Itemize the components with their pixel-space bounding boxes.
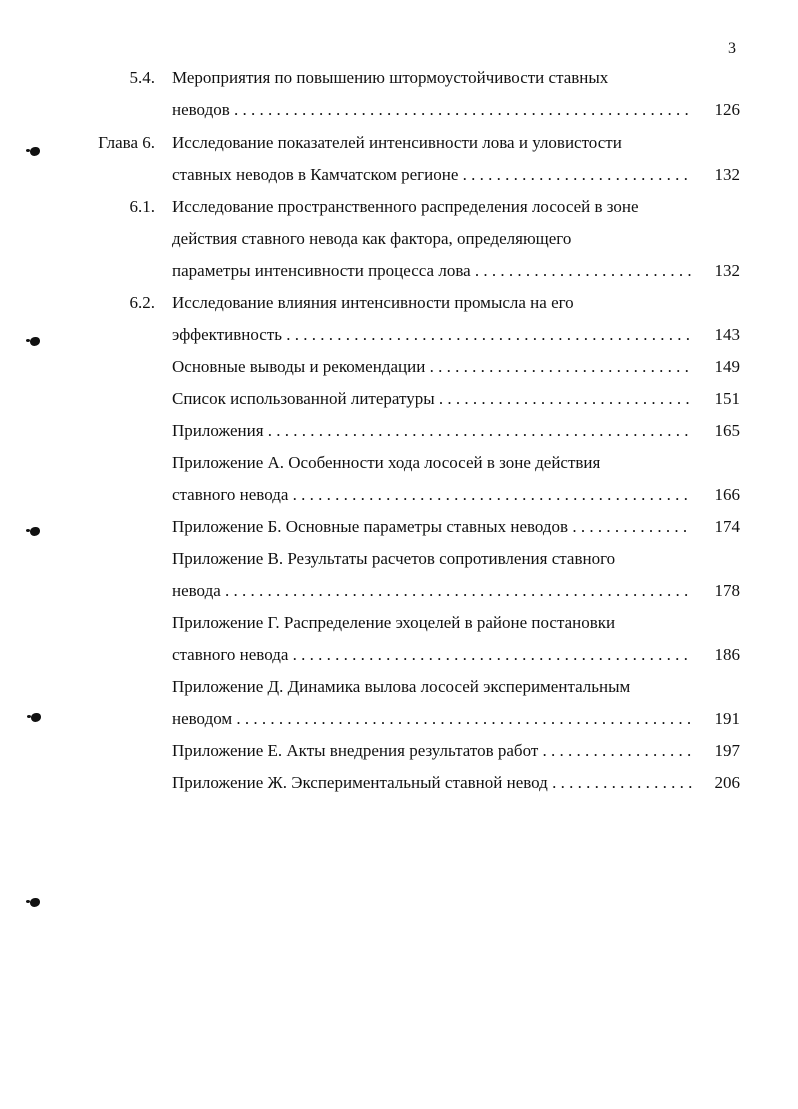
entry-label: Глава 6. [98, 133, 155, 152]
entry-title: Исследование показателей интенсивности лова и уловистости [172, 133, 622, 152]
entry-page: 149 [714, 357, 740, 376]
entry-page: 186 [714, 645, 740, 664]
entry-title-last: Список использованной литературы . . . [172, 383, 692, 415]
toc-entry[interactable] [0, 447, 798, 511]
entry-title-last: Приложение Е. Акты внедрения результатов работ . . . [172, 735, 692, 767]
entry-title: Исследование пространственного распределения лососей в зоне [172, 197, 639, 216]
toc-entry[interactable] [0, 383, 798, 415]
toc-entry[interactable] [0, 767, 798, 799]
entry-title-last: Приложения . . . [172, 415, 692, 447]
toc-entry[interactable] [0, 351, 798, 383]
entry-title: Исследование влияния интенсивности промысла на его [172, 293, 574, 312]
entry-page: 166 [714, 485, 740, 504]
entry-page: 126 [714, 100, 740, 119]
page-number: 3 [728, 40, 736, 57]
entry-page: 132 [714, 261, 740, 280]
entry-title-last: Приложение Ж. Экспериментальный ставной невод . . . [172, 767, 692, 799]
entry-title-last: параметры интенсивности процесса лова . . . [172, 255, 692, 287]
entry-page: 165 [714, 421, 740, 440]
toc-entry[interactable] [0, 62, 798, 126]
entry-title: Приложение Г. Распределение эхоцелей в районе постановки [172, 613, 616, 632]
toc-entry[interactable] [0, 735, 798, 767]
entry-title: действия ставного невода как фактора, определяющего [172, 229, 572, 248]
entry-page: 132 [714, 165, 740, 184]
toc-entry[interactable] [0, 127, 798, 191]
entry-title-last: Основные выводы и рекомендации . . . [172, 351, 692, 383]
entry-label: 6.2. [129, 293, 155, 312]
entry-title-last: неводом . . . [172, 703, 692, 735]
entry-page: 191 [714, 709, 740, 728]
toc-entry[interactable] [0, 287, 798, 351]
entry-page: 174 [714, 517, 740, 536]
toc-entry[interactable] [0, 415, 798, 447]
toc-entry[interactable] [0, 607, 798, 671]
binding-hole-mark [30, 898, 40, 907]
entry-page: 206 [714, 773, 740, 792]
toc-entry[interactable] [0, 511, 798, 543]
entry-page: 197 [714, 741, 740, 760]
entry-page: 178 [714, 581, 740, 600]
entry-title: Приложение В. Результаты расчетов сопротивления ставного [172, 549, 616, 568]
toc-entry[interactable] [0, 191, 798, 287]
entry-label: 6.1. [129, 197, 155, 216]
entry-title: Приложение Д. Динамика вылова лососей экспериментальным [172, 677, 631, 696]
entry-title-last: невода . . . [172, 575, 692, 607]
entry-page: 143 [714, 325, 740, 344]
entry-label: 5.4. [129, 68, 155, 87]
entry-title-last: неводов . . . [172, 94, 692, 126]
entry-title: Приложение А. Особенности хода лососей в зоне действия [172, 453, 601, 472]
entry-title: Мероприятия по повышению штормоустойчивости ставных [172, 68, 609, 87]
entry-title-last: ставного невода . . . [172, 479, 692, 511]
entry-page: 151 [714, 389, 740, 408]
entry-title-last: ставных неводов в Камчатском регионе . . . [172, 159, 692, 191]
entry-title-last: эффективность . . . [172, 319, 692, 351]
toc-entry[interactable] [0, 671, 798, 735]
entry-title-last: ставного невода . . . [172, 639, 692, 671]
entry-title-last: Приложение Б. Основные параметры ставных неводов . . . [172, 511, 692, 543]
toc-entry[interactable] [0, 543, 798, 607]
